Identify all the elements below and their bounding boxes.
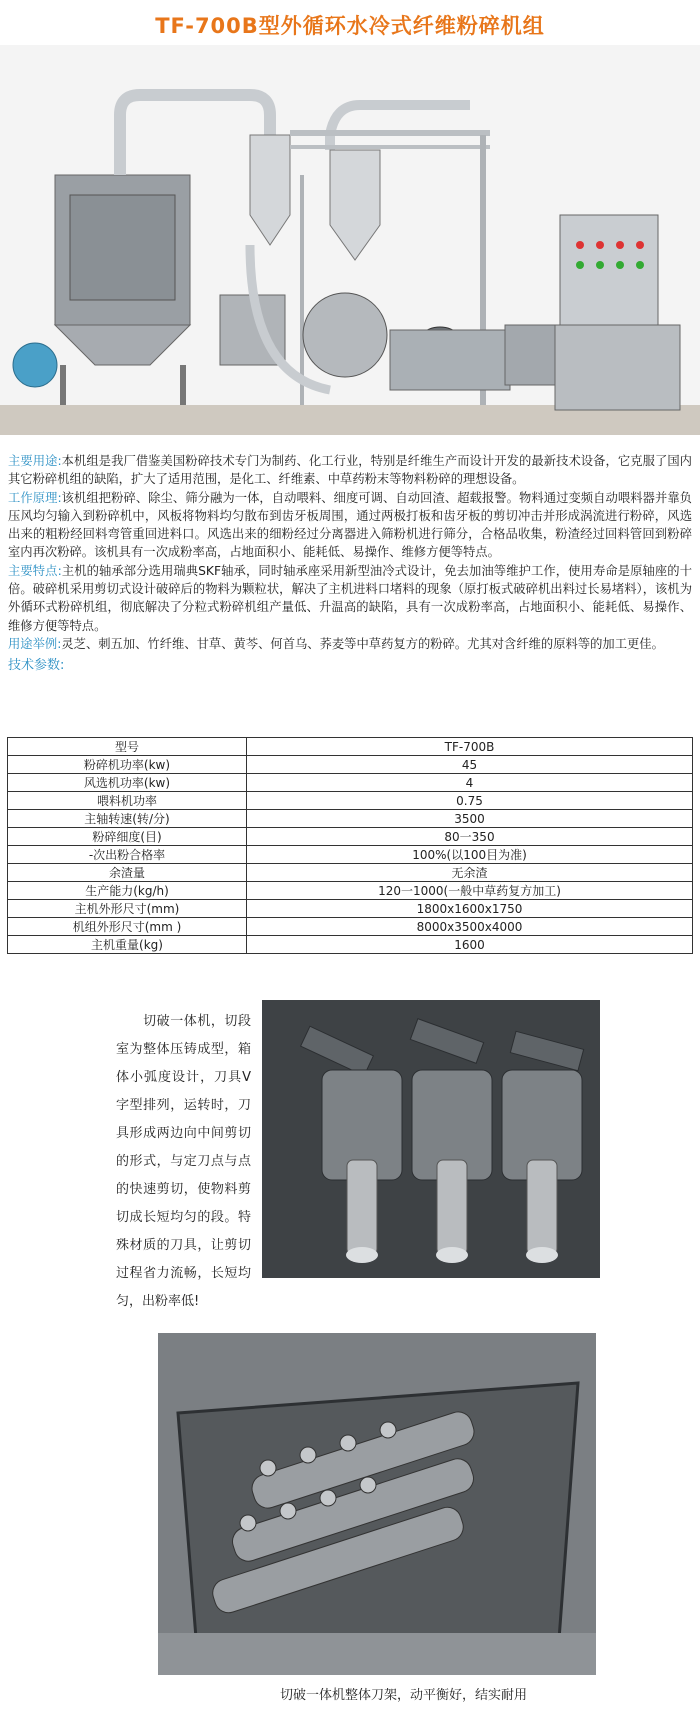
param-value: 8000x3500x4000 bbox=[247, 918, 693, 936]
param-value: 4 bbox=[247, 774, 693, 792]
param-value: 0.75 bbox=[247, 792, 693, 810]
param-key: 风选机功率(kw) bbox=[8, 774, 247, 792]
param-key: 主机重量(kg) bbox=[8, 936, 247, 954]
param-key: 机组外形尺寸(mm ) bbox=[8, 918, 247, 936]
features-paragraph bbox=[8, 562, 692, 635]
principle-text: 该机组把粉碎、除尘、筛分融为一体，自动喂料、细度可调、自动回渣、超载报警。物料通过变频自动喂料器并靠负压风均匀输入到粉碎机中，风板将物料均匀散布到齿牙板周围，通过两极打板和齿牙板的剪切冲击并形成涡流进行粉碎，风选出来的粗粉经回料弯管重回进料口。风选出来的细粉经过分离器进入筛粉机进行筛分，合格品收集，粉渣经过回料管回到粉碎室内再次粉碎。该机具有一次成粉率高，占地面积小、能耗低、易操作、维修方便等特点。 bbox=[8, 490, 692, 560]
tech-label: 技术参数: bbox=[8, 658, 65, 674]
cutter-shafts-photo bbox=[262, 1000, 600, 1278]
param-key: 主机外形尺寸(mm) bbox=[8, 900, 247, 918]
cutter-frame-photo bbox=[158, 1333, 596, 1675]
table-row bbox=[8, 828, 693, 846]
params-table bbox=[7, 737, 693, 954]
param-key: -次出粉合格率 bbox=[8, 846, 247, 864]
param-value: 45 bbox=[247, 756, 693, 774]
examples-label: 用途举例: bbox=[8, 636, 62, 651]
table-row bbox=[8, 738, 693, 756]
tech-heading bbox=[8, 656, 692, 675]
main-use-text: 本机组是我厂借鉴美国粉碎技术专门为制药、化工行业，特别是纤维生产而设计开发的最新技术设备，它克服了国内其它粉碎机组的缺陷，扩大了适用范围，是化工、纤维素、中草药粉末等物料粉碎的理想设备。 bbox=[8, 454, 692, 487]
table-row bbox=[8, 936, 693, 954]
table-row bbox=[8, 918, 693, 936]
param-value: 100%(以100目为准) bbox=[247, 846, 693, 864]
param-value: 1800x1600x1750 bbox=[247, 900, 693, 918]
features-label: 主要特点: bbox=[8, 563, 62, 578]
param-value: 无余渣 bbox=[247, 864, 693, 882]
param-key: 生产能力(kg/h) bbox=[8, 882, 247, 900]
description-text bbox=[8, 452, 692, 676]
param-value: TF-700B bbox=[247, 738, 693, 756]
param-key: 喂料机功率 bbox=[8, 792, 247, 810]
param-key: 主轴转速(转/分) bbox=[8, 810, 247, 828]
page-title: TF-700B型外循环水冷式纤维粉碎机组 bbox=[155, 14, 545, 38]
examples-paragraph bbox=[8, 635, 692, 653]
param-value: 1600 bbox=[247, 936, 693, 954]
table-row bbox=[8, 774, 693, 792]
cutter-caption: 切破一体机，切段室为整体压铸成型，箱体小弧度设计，刀具V字型排列，运转时，刀具形成两边向中间剪切的形式，与定刀点与点的快速剪切，使物料剪切成长短均匀的段。特殊材质的刀具，让剪切过程省力流畅，长短均匀，出粉率低! bbox=[116, 1014, 251, 1309]
main-use-paragraph bbox=[8, 452, 692, 489]
table-row bbox=[8, 792, 693, 810]
param-value: 3500 bbox=[247, 810, 693, 828]
param-value: 120一1000(一般中草药复方加工) bbox=[247, 882, 693, 900]
examples-text: 灵芝、刺五加、竹纤维、甘草、黄芩、何首乌、荞麦等中草药复方的粉碎。尤其对含纤维的原料等的加工更佳。 bbox=[61, 636, 664, 651]
table-row bbox=[8, 846, 693, 864]
main-use-label: 主要用途: bbox=[8, 454, 62, 468]
table-row bbox=[8, 810, 693, 828]
table-row bbox=[8, 756, 693, 774]
param-key: 型号 bbox=[8, 738, 247, 756]
machine-photo bbox=[0, 45, 700, 435]
table-row bbox=[8, 900, 693, 918]
principle-label: 工作原理: bbox=[8, 490, 62, 505]
param-value: 80一350 bbox=[247, 828, 693, 846]
table-row bbox=[8, 864, 693, 882]
principle-paragraph bbox=[8, 489, 692, 562]
features-text: 主机的轴承部分选用瑞典SKF轴承，同时轴承座采用新型油冷式设计，免去加油等维护工作，使用寿命是原轴座的十倍。破碎机采用剪切式设计破碎后的物料为颗粒状，解决了主机进料口堵料的现象（原打板式破碎机出料过长易堵料），该机为外循环式粉碎机组，彻底解决了分粒式粉碎机组产量低、升温高的缺陷，具有一次成粉率高，占地面积小、能耗低、易操作、维修方便等特点。 bbox=[8, 563, 692, 633]
table-row bbox=[8, 882, 693, 900]
cutter-frame-caption: 切破一体机整体刀架，动平衡好，结实耐用 bbox=[280, 1688, 528, 1703]
param-key: 余渣量 bbox=[8, 864, 247, 882]
param-key: 粉碎机功率(kw) bbox=[8, 756, 247, 774]
param-key: 粉碎细度(目) bbox=[8, 828, 247, 846]
